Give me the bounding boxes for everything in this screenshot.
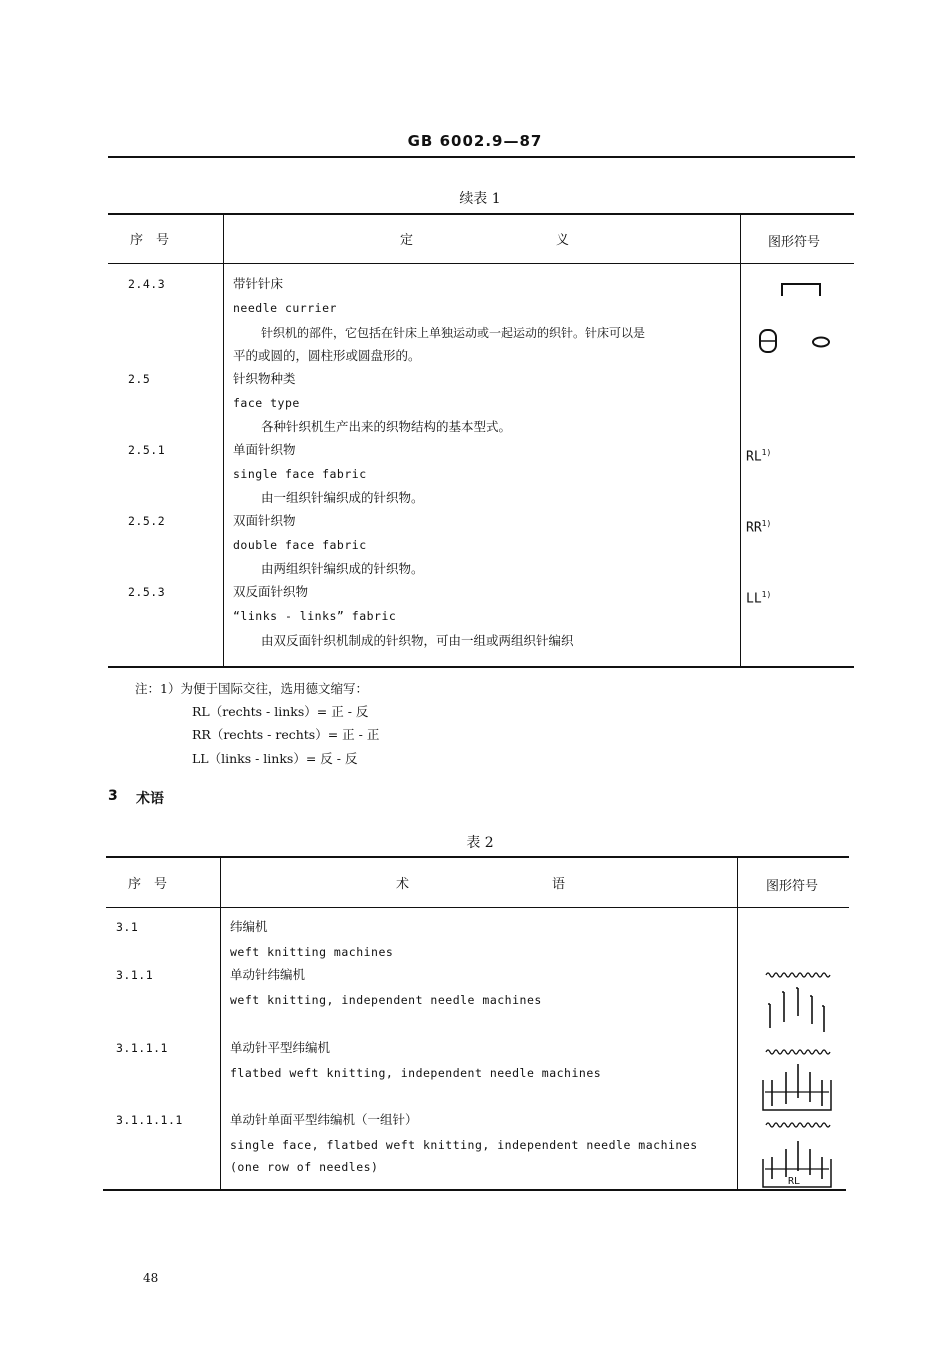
footnote-intro: 注：1）为便于国际交往，选用德文缩写： xyxy=(135,681,368,696)
symbol-label: RL xyxy=(788,1176,801,1187)
term-en: flatbed weft knitting, independent needle machines xyxy=(230,1066,602,1080)
table1-row-number: 2.5.1 xyxy=(128,443,166,457)
term-zh: 单动针平型纬编机 xyxy=(230,1040,331,1055)
table1-caption: 续表 1 xyxy=(459,191,501,207)
symbol-ll: LL$^{1)}$ xyxy=(746,590,772,607)
section-number: 3 xyxy=(108,788,118,804)
yarn-wave-icon xyxy=(766,1050,830,1054)
term-en-cont: (one row of needles) xyxy=(230,1160,379,1174)
definition-text: 各种针织机生产出来的织物结构的基本型式。 xyxy=(261,419,512,434)
term-en: single face, flatbed weft knitting, independent needle machines xyxy=(230,1138,698,1152)
page-number: 48 xyxy=(143,1271,159,1285)
needle-bed-symbol xyxy=(748,270,848,360)
table1-top-rule xyxy=(108,213,854,215)
flatbed-weft-symbol xyxy=(760,1042,836,1114)
term-en: single face fabric xyxy=(233,467,367,481)
table2-header-symbol: 图形符号 xyxy=(766,879,819,894)
definition-text-cont: 平的或圆的，圆柱形或圆盘形的。 xyxy=(233,348,421,363)
term-zh: 带针针床 xyxy=(233,276,284,291)
table2-row-number: 3.1.1.1.1 xyxy=(116,1113,183,1127)
yarn-wave-icon xyxy=(766,1123,830,1127)
weft-independent-needle-symbol xyxy=(760,968,834,1038)
term-en: weft knitting machines xyxy=(230,945,394,959)
needle-bed-icon xyxy=(763,1080,831,1110)
single-face-flatbed-symbol xyxy=(760,1115,836,1191)
footnote-line: RR（rechts - rechts）= 正 - 正 xyxy=(192,727,380,742)
table1-col-divider-1 xyxy=(223,213,224,667)
table1-header-definition-right: 义 xyxy=(556,233,570,248)
table1-row-number: 2.5.3 xyxy=(128,585,166,599)
document-header: GB 6002.9—87 xyxy=(407,132,543,150)
term-zh: 针织物种类 xyxy=(233,371,296,386)
definition-text: 由一组织针编织成的针织物。 xyxy=(261,490,424,505)
definition-text: 由双反面针织机制成的针织物，可由一组或两组织针编织 xyxy=(261,633,574,648)
term-zh: 纬编机 xyxy=(230,919,268,934)
table2-row-number: 3.1.1.1 xyxy=(116,1041,168,1055)
table2-header-term-left: 术 xyxy=(396,877,410,892)
section-title: 术语 xyxy=(136,791,164,807)
term-en: weft knitting, independent needle machines xyxy=(230,993,542,1007)
term-zh: 单动针纬编机 xyxy=(230,967,306,982)
yarn-wave-icon xyxy=(766,973,830,977)
footnote-line: LL（links - links）= 反 - 反 xyxy=(192,751,358,766)
table1-row-number: 2.5 xyxy=(128,372,151,386)
term-zh: 单面针织物 xyxy=(233,442,296,457)
table2-header-number: 序 号 xyxy=(128,877,168,892)
table1-row-number: 2.5.2 xyxy=(128,514,166,528)
table2-header-term-right: 语 xyxy=(552,877,566,892)
definition-text: 由两组织针编织成的针织物。 xyxy=(261,561,424,576)
footnote-line: RL（rechts - links）= 正 - 反 xyxy=(192,704,369,719)
table2-col-divider-1 xyxy=(220,856,221,1190)
symbol-rr: RR$^{1)}$ xyxy=(746,519,772,536)
symbol-rl: RL$^{1)}$ xyxy=(746,448,772,465)
table1-col-divider-2 xyxy=(740,213,741,667)
table1-header-number: 序 号 xyxy=(130,233,170,248)
term-zh: 单动针单面平型纬编机（一组针） xyxy=(230,1112,418,1127)
table1-row-number: 2.4.3 xyxy=(128,277,166,291)
table2-col-divider-2 xyxy=(737,856,738,1190)
table2-bottom-rule xyxy=(103,1189,846,1191)
table2-caption: 表 2 xyxy=(466,835,494,851)
table1-header-definition-left: 定 xyxy=(400,233,414,248)
definition-text: 针织机的部件，它包括在针床上单独运动或一起运动的织针。针床可以是 xyxy=(261,326,646,340)
term-zh: 双面针织物 xyxy=(233,513,296,528)
term-en: “links - links” fabric xyxy=(233,609,397,623)
table1-bottom-rule xyxy=(108,666,854,668)
term-en: face type xyxy=(233,396,300,410)
flat-bed-icon xyxy=(782,284,820,296)
term-en: needle currier xyxy=(233,301,337,315)
term-en: double face fabric xyxy=(233,538,367,552)
table2-row-number: 3.1.1 xyxy=(116,968,154,982)
table1-header-symbol: 图形符号 xyxy=(768,235,821,250)
header-rule xyxy=(108,156,855,158)
dial-icon xyxy=(813,338,829,347)
term-zh: 双反面针织物 xyxy=(233,584,309,599)
table2-row-number: 3.1 xyxy=(116,920,139,934)
table1-head-rule xyxy=(108,263,854,264)
